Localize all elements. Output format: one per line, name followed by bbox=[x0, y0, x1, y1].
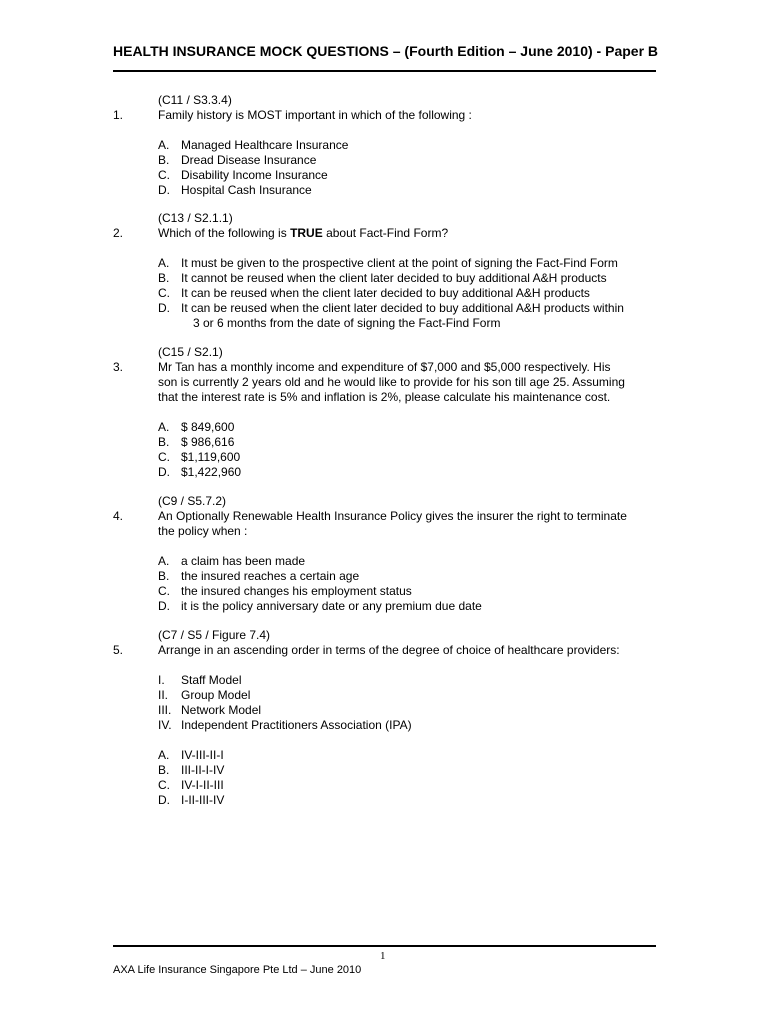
option-text: $1,422,960 bbox=[181, 465, 242, 479]
question-text-line: that the interest rate is 5% and inflation is 2%, please calculate his maintenance cost. bbox=[158, 390, 611, 404]
item-label: IV. bbox=[158, 718, 172, 732]
question-text: Arrange in an ascending order in terms of the degree of choice of healthcare providers: bbox=[158, 643, 620, 657]
option-label: B. bbox=[158, 435, 170, 449]
option-b bbox=[113, 435, 658, 450]
option-text: It must be given to the prospective client at the point of signing the Fact-Find Form bbox=[181, 256, 618, 270]
option-text: a claim has been made bbox=[181, 554, 306, 568]
option-text: It cannot be reused when the client later decided to buy additional A&H products bbox=[181, 271, 607, 285]
option-c bbox=[113, 450, 658, 465]
header-rule bbox=[113, 70, 656, 72]
item-label: II. bbox=[158, 688, 169, 702]
option-label: A. bbox=[158, 748, 170, 762]
question-text bbox=[158, 226, 448, 241]
option-d bbox=[113, 465, 658, 480]
item-text: Independent Practitioners Association (IPA) bbox=[181, 718, 412, 732]
option-list bbox=[113, 138, 658, 198]
question-3 bbox=[113, 345, 658, 480]
question-ref: (C9 / S5.7.2) bbox=[158, 494, 227, 508]
option-a bbox=[113, 256, 658, 271]
option-b bbox=[113, 153, 658, 168]
option-list bbox=[113, 748, 658, 808]
question-number: 4. bbox=[113, 509, 124, 523]
question-text-emphasis: TRUE bbox=[290, 226, 323, 240]
option-c bbox=[113, 286, 658, 301]
option-b bbox=[113, 271, 658, 286]
option-a bbox=[113, 420, 658, 435]
option-label: A. bbox=[158, 554, 170, 568]
option-label: D. bbox=[158, 183, 170, 197]
option-text: Managed Healthcare Insurance bbox=[181, 138, 349, 152]
option-label: A. bbox=[158, 420, 170, 434]
option-label: A. bbox=[158, 138, 170, 152]
option-d bbox=[113, 793, 658, 808]
question-2 bbox=[113, 211, 658, 331]
question-number: 5. bbox=[113, 643, 124, 657]
question-ref: (C15 / S2.1) bbox=[158, 345, 223, 359]
option-text: IV-III-II-I bbox=[181, 748, 224, 762]
option-b bbox=[113, 763, 658, 778]
option-text: IV-I-II-III bbox=[181, 778, 224, 792]
option-c bbox=[113, 778, 658, 793]
option-text-continuation: 3 or 6 months from the date of signing the Fact-Find Form bbox=[193, 316, 501, 330]
option-text: the insured reaches a certain age bbox=[181, 569, 360, 583]
option-d bbox=[113, 599, 658, 614]
option-label: D. bbox=[158, 599, 170, 613]
option-label: D. bbox=[158, 793, 170, 807]
question-ref: (C11 / S3.3.4) bbox=[158, 93, 232, 107]
item-label: I. bbox=[158, 673, 165, 687]
question-number: 2. bbox=[113, 226, 124, 240]
question-ref: (C13 / S2.1.1) bbox=[158, 211, 233, 225]
option-label: B. bbox=[158, 153, 170, 167]
option-a bbox=[113, 138, 658, 153]
option-list bbox=[113, 420, 658, 480]
option-label: A. bbox=[158, 256, 170, 270]
page-number: 1 bbox=[380, 950, 386, 962]
footer-text: AXA Life Insurance Singapore Pte Ltd – June 2010 bbox=[113, 964, 362, 976]
option-c bbox=[113, 584, 658, 599]
question-text: Family history is MOST important in which of the following : bbox=[158, 108, 472, 122]
question-text-line: Mr Tan has a monthly income and expenditure of $7,000 and $5,000 respectively. His bbox=[158, 360, 611, 374]
option-a bbox=[113, 748, 658, 763]
option-text: Disability Income Insurance bbox=[181, 168, 328, 182]
option-list bbox=[113, 554, 658, 614]
item-text: Staff Model bbox=[181, 673, 242, 687]
option-a bbox=[113, 554, 658, 569]
option-text: Hospital Cash Insurance bbox=[181, 183, 312, 197]
option-c bbox=[113, 168, 658, 183]
question-number: 3. bbox=[113, 360, 124, 374]
option-label: D. bbox=[158, 301, 170, 315]
question-text-line: the policy when : bbox=[158, 524, 248, 538]
option-text: Dread Disease Insurance bbox=[181, 153, 317, 167]
roman-item-2 bbox=[113, 688, 658, 703]
option-label: C. bbox=[158, 168, 170, 182]
question-number: 1. bbox=[113, 108, 124, 122]
option-text: It can be reused when the client later decided to buy additional A&H products bbox=[181, 286, 590, 300]
roman-item-4 bbox=[113, 718, 658, 733]
roman-item-3 bbox=[113, 703, 658, 718]
option-label: C. bbox=[158, 778, 170, 792]
roman-item-list bbox=[113, 673, 658, 733]
question-text-after: about Fact-Find Form? bbox=[322, 226, 449, 240]
question-ref: (C7 / S5 / Figure 7.4) bbox=[158, 628, 271, 642]
item-label: III. bbox=[158, 703, 172, 717]
option-b bbox=[113, 569, 658, 584]
option-text: $1,119,600 bbox=[181, 450, 241, 464]
roman-item-1 bbox=[113, 673, 658, 688]
question-5 bbox=[113, 628, 658, 808]
item-text: Group Model bbox=[181, 688, 251, 702]
option-label: B. bbox=[158, 271, 170, 285]
option-label: D. bbox=[158, 465, 170, 479]
footer-rule bbox=[113, 945, 656, 947]
option-label: C. bbox=[158, 584, 170, 598]
option-text: I-II-III-IV bbox=[181, 793, 225, 807]
option-d bbox=[113, 301, 658, 331]
option-text: $ 849,600 bbox=[181, 420, 235, 434]
option-text: $ 986,616 bbox=[181, 435, 235, 449]
option-text: it is the policy anniversary date or any premium due date bbox=[181, 599, 482, 613]
option-d bbox=[113, 183, 658, 198]
question-text-before: Which of the following is bbox=[158, 226, 291, 240]
option-label: B. bbox=[158, 569, 170, 583]
question-4 bbox=[113, 494, 658, 614]
question-text-line: An Optionally Renewable Health Insurance Policy gives the insurer the right to terminate bbox=[158, 509, 627, 523]
document-header-title: HEALTH INSURANCE MOCK QUESTIONS – (Fourth Edition – June 2010) - Paper B bbox=[113, 43, 659, 59]
option-text: It can be reused when the client later decided to buy additional A&H products within bbox=[181, 301, 624, 315]
item-text: Network Model bbox=[181, 703, 262, 717]
option-list bbox=[113, 256, 658, 331]
option-label: C. bbox=[158, 286, 170, 300]
option-text: the insured changes his employment status bbox=[181, 584, 412, 598]
question-1 bbox=[113, 93, 658, 198]
option-label: B. bbox=[158, 763, 170, 777]
option-label: C. bbox=[158, 450, 170, 464]
question-text-line: son is currently 2 years old and he would like to provide for his son till age 25. Assuming bbox=[158, 375, 625, 389]
option-text: III-II-I-IV bbox=[181, 763, 225, 777]
